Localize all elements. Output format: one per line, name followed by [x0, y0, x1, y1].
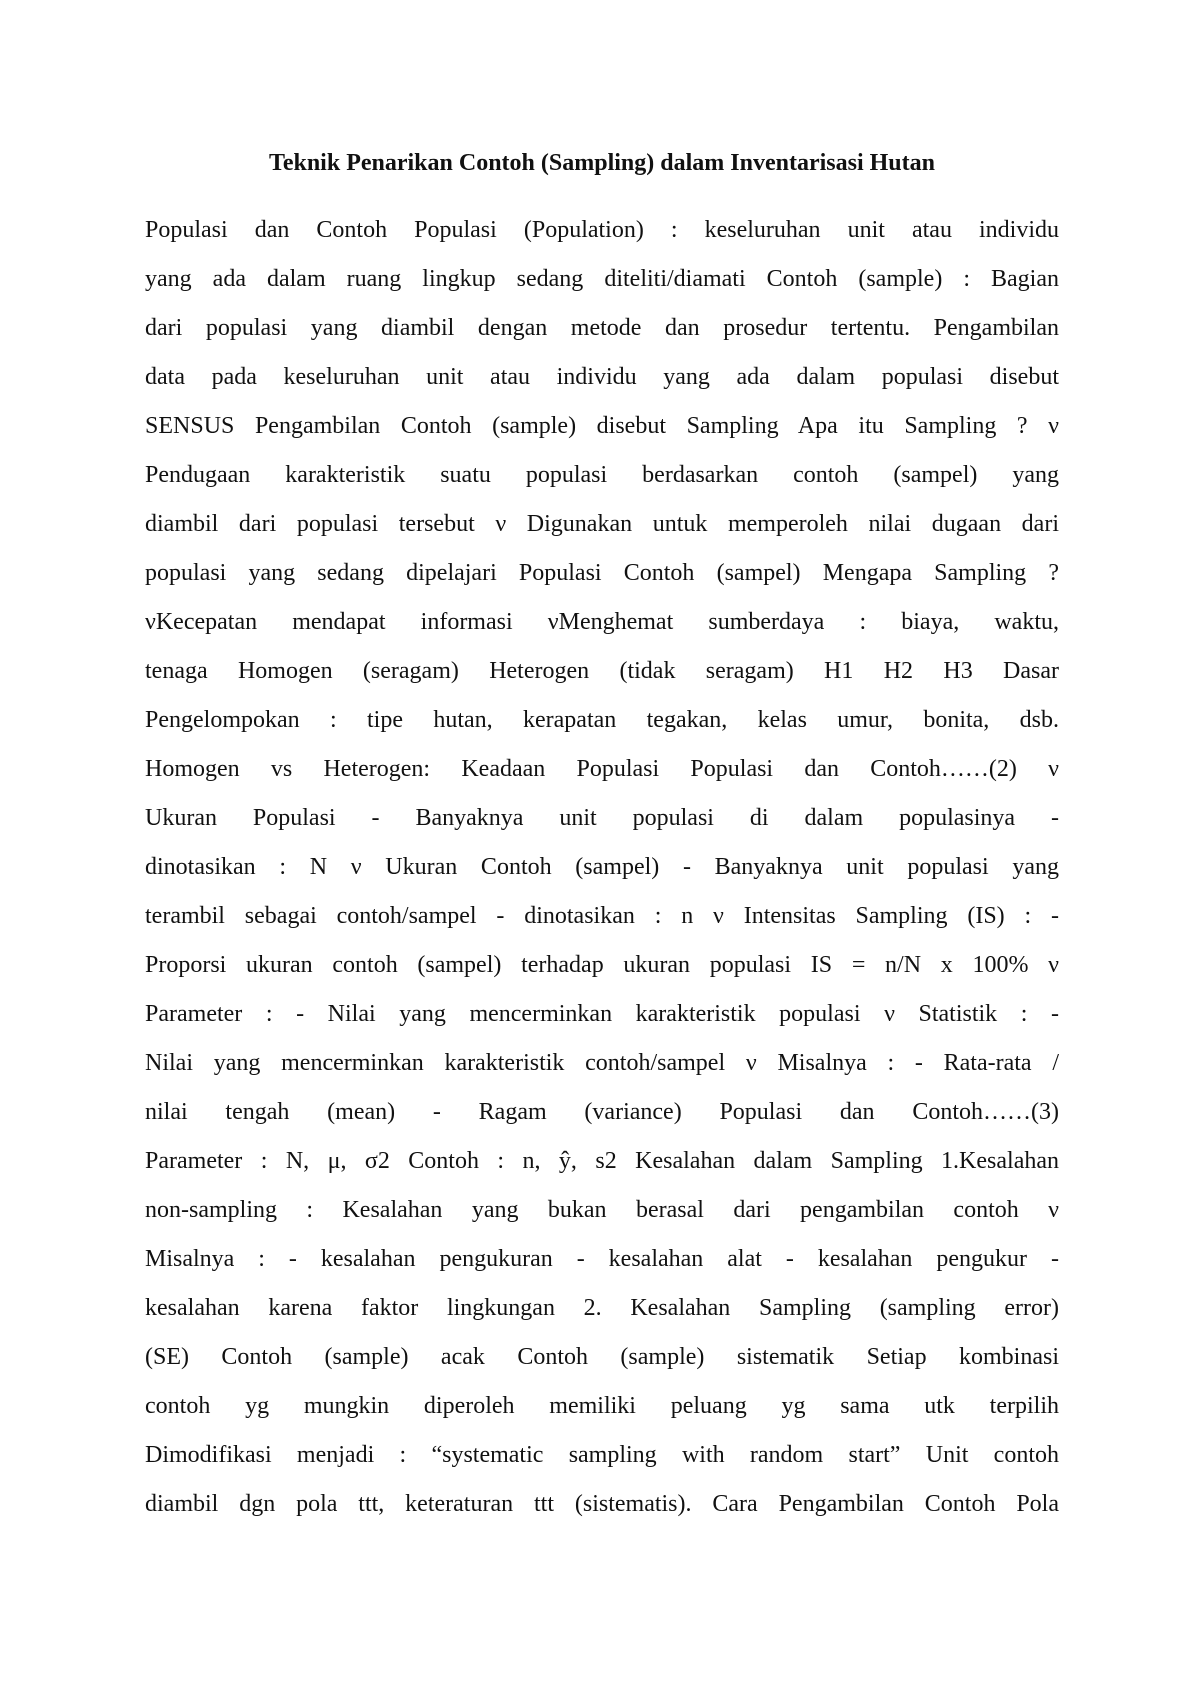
- text-line: diambil dari populasi tersebut ν Digunakan untuk memperoleh nilai dugaan dari: [145, 511, 1059, 537]
- text-line: Pendugaan karakteristik suatu populasi berdasarkan contoh (sampel) yang: [145, 462, 1059, 488]
- text-line: nilai tengah (mean) - Ragam (variance) Populasi dan Contoh……(3): [145, 1099, 1059, 1125]
- text-line: dinotasikan : N ν Ukuran Contoh (sampel) - Banyaknya unit populasi yang: [145, 854, 1059, 880]
- text-line: Pengelompokan : tipe hutan, kerapatan tegakan, kelas umur, bonita, dsb.: [145, 707, 1059, 733]
- text-line: diambil dgn pola ttt, keteraturan ttt (sistematis). Cara Pengambilan Contoh Pola: [145, 1491, 1059, 1517]
- text-line: (SE) Contoh (sample) acak Contoh (sample) sistematik Setiap kombinasi: [145, 1344, 1059, 1370]
- text-line: terambil sebagai contoh/sampel - dinotasikan : n ν Intensitas Sampling (IS) : -: [145, 903, 1059, 929]
- text-line: Dimodifikasi menjadi : “systematic sampling with random start” Unit contoh: [145, 1442, 1059, 1468]
- text-line: dari populasi yang diambil dengan metode dan prosedur tertentu. Pengambilan: [145, 315, 1059, 341]
- text-line: Populasi dan Contoh Populasi (Population) : keseluruhan unit atau individu: [145, 217, 1059, 243]
- text-line: kesalahan karena faktor lingkungan 2. Kesalahan Sampling (sampling error): [145, 1295, 1059, 1321]
- text-line: Parameter : - Nilai yang mencerminkan karakteristik populasi ν Statistik : -: [145, 1001, 1059, 1027]
- text-line: contoh yg mungkin diperoleh memiliki peluang yg sama utk terpilih: [145, 1393, 1059, 1419]
- text-line: νKecepatan mendapat informasi νMenghemat sumberdaya : biaya, waktu,: [145, 609, 1059, 635]
- text-line: yang ada dalam ruang lingkup sedang diteliti/diamati Contoh (sample) : Bagian: [145, 266, 1059, 292]
- text-line: non-sampling : Kesalahan yang bukan berasal dari pengambilan contoh ν: [145, 1197, 1059, 1223]
- text-line: populasi yang sedang dipelajari Populasi Contoh (sampel) Mengapa Sampling ?: [145, 560, 1059, 586]
- text-line: SENSUS Pengambilan Contoh (sample) disebut Sampling Apa itu Sampling ? ν: [145, 413, 1059, 439]
- text-line: Nilai yang mencerminkan karakteristik contoh/sampel ν Misalnya : - Rata-rata /: [145, 1050, 1059, 1076]
- text-line: Homogen vs Heterogen: Keadaan Populasi Populasi dan Contoh……(2) ν: [145, 756, 1059, 782]
- text-line: Proporsi ukuran contoh (sampel) terhadap ukuran populasi IS = n/N x 100% ν: [145, 952, 1059, 978]
- document-title: Teknik Penarikan Contoh (Sampling) dalam Inventarisasi Hutan: [269, 150, 935, 176]
- text-line: data pada keseluruhan unit atau individu yang ada dalam populasi disebut: [145, 364, 1059, 390]
- text-line: Parameter : N, μ, σ2 Contoh : n, ŷ, s2 Kesalahan dalam Sampling 1.Kesalahan: [145, 1148, 1059, 1174]
- text-line: tenaga Homogen (seragam) Heterogen (tidak seragam) H1 H2 H3 Dasar: [145, 658, 1059, 684]
- text-line: Misalnya : - kesalahan pengukuran - kesalahan alat - kesalahan pengukur -: [145, 1246, 1059, 1272]
- text-line: Ukuran Populasi - Banyaknya unit populasi di dalam populasinya -: [145, 805, 1059, 831]
- body-paragraph: [145, 214, 1059, 1537]
